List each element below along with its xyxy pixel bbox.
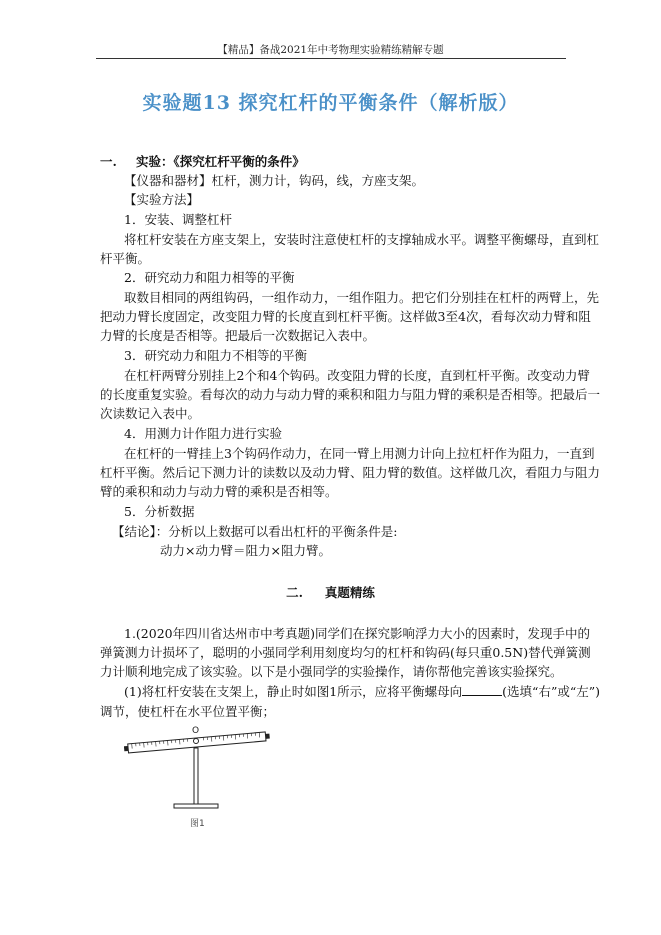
pivot-label: O: [192, 726, 200, 736]
header-divider: [96, 58, 566, 59]
question-1-part-1: [124, 682, 600, 701]
question-1-text-cont: 弹簧测力计损坏了，聪明的小强同学利用刻度均匀的杠杆和钩码(每只重0.5N)替代弹簧测: [100, 645, 591, 660]
part-1-text: (1)将杠杆安装在支架上，静止时如图1所示，应将平衡螺母向: [124, 684, 463, 699]
lever-diagram: [124, 722, 284, 834]
right-balance-nut: [265, 734, 269, 739]
step-2-title: 2．研究动力和阻力相等的平衡: [124, 270, 295, 285]
question-1-part-1-cont: 调节，使杠杆在水平位置平衡；: [100, 704, 276, 719]
conclusion-line: 【结论】：分析以上数据可以看出杠杆的平衡条件是:: [112, 524, 398, 539]
step-4-text-cont: 杠杆平衡。然后记下测力计的读数以及动力臂、阻力臂的数值。这样做几次，看阻力与阻力: [100, 465, 601, 480]
step-2-text-cont: 把动力臂长度固定，改变阻力臂的长度直到杠杆平衡。这样做3至4次，看每次动力臂和阻: [100, 309, 591, 324]
stand-pole: [194, 748, 198, 804]
step-1-text-cont: 杆平衡。: [100, 251, 151, 266]
step-1-title: 1．安装、调整杠杆: [124, 212, 232, 227]
section-1-heading: [100, 152, 305, 171]
section-1-number: 一.: [100, 154, 117, 169]
step-4-title: 4．用测力计作阻力进行实验: [124, 426, 282, 441]
question-1-text: 1.(2020年四川省达州市中考真题)同学们在探究影响浮力大小的因素时，发现手中的: [124, 626, 590, 641]
step-3-title: 3．研究动力和阻力不相等的平衡: [124, 348, 307, 363]
step-4-text: 在杠杆的一臂挂上3个钩码作动力，在同一臂上用测力计向上拉杠杆作为阻力，一直到: [124, 446, 595, 461]
answer-blank[interactable]: [462, 683, 502, 696]
question-1-text-cont: 力计顺利地完成了该实验。以下是小强同学的实验操作，请你帮他完善该实验探究。: [100, 664, 563, 679]
formula-line: 动力×动力臂＝阻力×阻力臂。: [160, 543, 331, 558]
step-2-text: 取数目相同的两组钩码，一组作动力，一组作阻力。把它们分别挂在杠杆的两臂上，先: [124, 290, 600, 305]
page-title: 实验题13 探究杠杆的平衡条件（解析版）: [142, 92, 519, 114]
step-4-text-cont: 臂的乘积和动力与动力臂的乘积是否相等。: [100, 484, 338, 499]
step-2-text-cont: 力臂的长度是否相等。把最后一次数据记入表中。: [100, 328, 376, 343]
section-1-title: 实验：《探究杠杆平衡的条件》: [136, 154, 305, 169]
page-header: 【精品】备战2021年中考物理实验精练精解专题: [217, 44, 444, 56]
part-1-options: (选填“右”或“左”): [502, 684, 600, 699]
section-2-heading: [0, 583, 661, 601]
pivot-point: [194, 739, 199, 744]
step-3-text-cont: 的长度重复实验。看每次的动力与动力臂的乘积和阻力与阻力臂的乘积是否相等。把最后一: [100, 387, 601, 402]
stand-base: [174, 804, 218, 808]
figure-caption: 图1: [190, 819, 205, 829]
lever-figure: [124, 722, 284, 838]
step-5-title: 5．分析数据: [124, 504, 195, 519]
method-heading: 【实验方法】: [124, 192, 200, 207]
step-3-text: 在杠杆两臂分别挂上2个和4个钩码。改变阻力臂的长度，直到杠杆平衡。改变动力臂: [124, 368, 590, 383]
section-2-number: 二.: [286, 585, 303, 600]
instruments-line: 【仪器和器材】杠杆，测力计，钩码，线，方座支架。: [124, 173, 425, 188]
step-3-text-cont: 次读数记入表中。: [100, 406, 201, 421]
section-2-title: 真题精练: [324, 585, 375, 600]
left-balance-nut: [124, 746, 128, 751]
step-1-text: 将杠杆安装在方座支架上，安装时注意使杠杆的支撑轴成水平。调整平衡螺母，直到杠: [124, 232, 600, 247]
